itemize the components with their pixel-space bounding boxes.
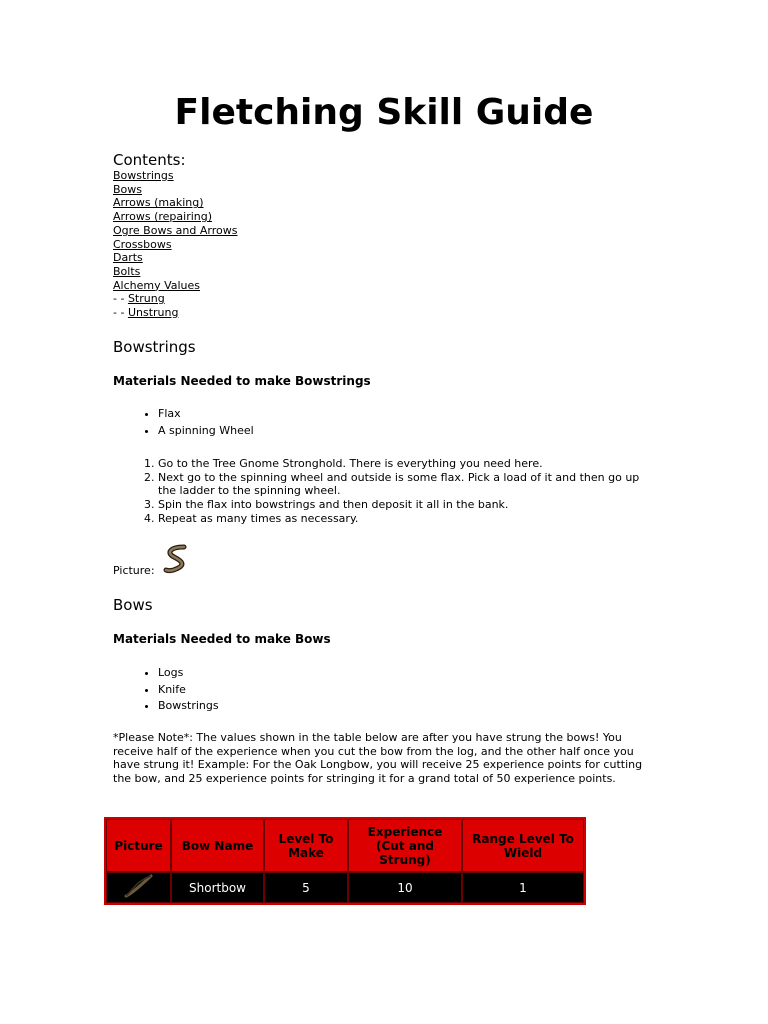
toc-link-crossbows[interactable]: Crossbows: [113, 237, 172, 251]
toc-item: [113, 183, 237, 197]
toc-link-arrows-repairing[interactable]: Arrows (repairing): [113, 210, 213, 224]
toc-item: [113, 238, 237, 252]
level-cell: 5: [264, 872, 348, 903]
list-item: • Logs: [158, 665, 219, 682]
toc-item: - - Unstrung: [113, 306, 179, 320]
list-item: 3. Spin the flax into bowstrings and then deposit it all in the bank.: [158, 498, 658, 512]
section-heading-bowstrings: Bowstrings: [113, 338, 196, 356]
materials-list-bows: [113, 665, 219, 715]
list-item: 1. Go to the Tree Gnome Stronghold. There is everything you need here.: [158, 457, 658, 471]
toc-item: [113, 265, 237, 279]
bow-name-cell: Shortbow: [171, 872, 264, 903]
toc-link-darts[interactable]: Darts: [113, 251, 143, 265]
column-header-level-to-make: Level To Make: [264, 819, 348, 872]
bows-table: [104, 817, 586, 905]
list-item: 4. Repeat as many times as necessary.: [158, 512, 658, 526]
experience-cell: 10: [348, 872, 462, 903]
toc-link-bowstrings[interactable]: Bowstrings: [113, 169, 174, 182]
toc-link-bows[interactable]: Bows: [113, 182, 143, 196]
contents-heading: Contents:: [113, 151, 186, 169]
bow-picture-cell: [106, 872, 171, 903]
table-header-row: [106, 819, 584, 872]
toc-item: - - Strung: [113, 292, 165, 306]
toc-link-ogre-bows[interactable]: Ogre Bows and Arrows: [113, 223, 238, 237]
table-row: [106, 872, 584, 903]
toc-item: [113, 169, 237, 183]
table-of-contents: [113, 169, 237, 320]
toc-item: [113, 279, 237, 293]
list-item: • Bowstrings: [158, 698, 219, 715]
toc-link-alchemy-values[interactable]: Alchemy Values: [113, 278, 201, 292]
bowstring-image: [160, 543, 194, 577]
toc-link-bolts[interactable]: Bolts: [113, 264, 141, 278]
list-item: 2. Next go to the spinning wheel and outside is some flax. Pick a load of it and then go up the ladder to the spinning wheel.: [158, 471, 658, 498]
list-item: • Flax: [158, 406, 254, 423]
toc-link-arrows-making[interactable]: Arrows (making): [113, 196, 204, 210]
toc-link-unstrung[interactable]: Unstrung: [127, 306, 179, 320]
page-title: Fletching Skill Guide: [174, 92, 594, 133]
materials-heading-bowstrings: Materials Needed to make Bowstrings: [113, 374, 371, 388]
column-header-bow-name: Bow Name: [171, 819, 264, 872]
column-header-picture: Picture: [106, 819, 171, 872]
toc-item: [113, 196, 237, 210]
materials-heading-bows: Materials Needed to make Bows: [113, 632, 331, 646]
toc-item: [113, 210, 237, 224]
column-header-range-level: Range Level To Wield: [462, 819, 584, 872]
steps-list-bowstrings: [113, 457, 658, 526]
toc-link-strung[interactable]: Strung: [127, 292, 165, 306]
toc-item: [113, 251, 237, 265]
picture-label: Picture:: [113, 564, 155, 577]
list-item: • Knife: [158, 682, 219, 699]
shortbow-image: [121, 873, 157, 899]
please-note-paragraph: *Please Note*: The values shown in the table below are after you have strung the bows! You receive half of the experience when you cut the bow from the log, and the other half once you have strung it! Example: For the Oak Longbow, you will receive 25 experience points for cutting the bow, and 25 experience points for stringing it for a grand total of 50 experience points.: [113, 731, 643, 786]
toc-item: [113, 224, 237, 238]
section-heading-bows: Bows: [113, 596, 153, 614]
materials-list-bowstrings: [113, 406, 254, 439]
range-level-cell: 1: [462, 872, 584, 903]
list-item: • A spinning Wheel: [158, 423, 254, 440]
column-header-experience: Experience (Cut and Strung): [348, 819, 462, 872]
